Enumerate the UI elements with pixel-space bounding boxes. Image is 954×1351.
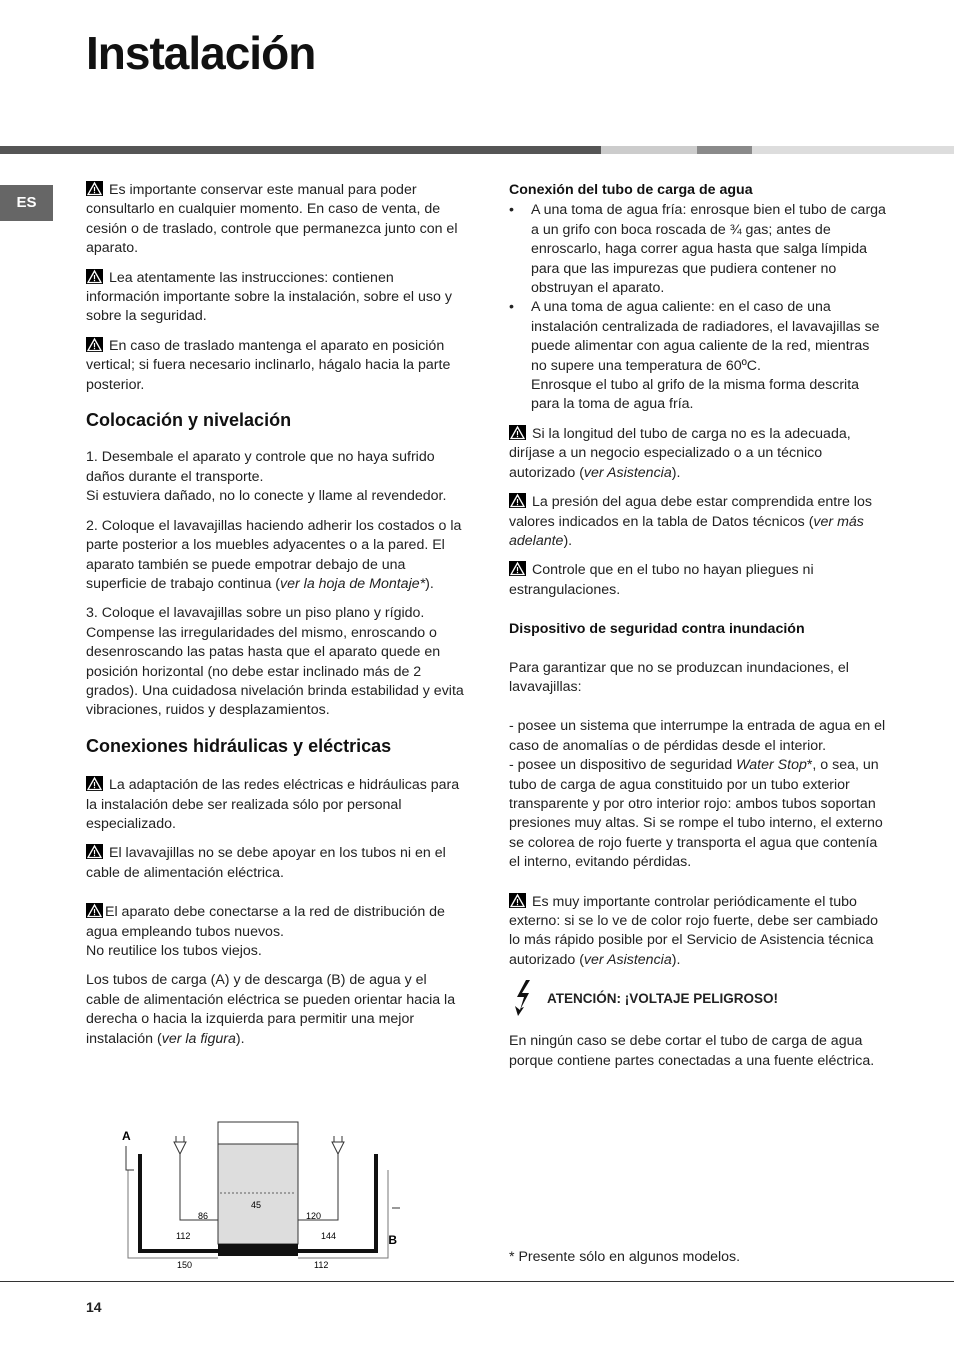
item-paragraph: - posee un dispositivo de seguridad Water Stop*, o sea, un tubo de carga de agua constituido por un tubo exterior transparente y por otro interior rojo: ambos tubos soportan presiones muy altas. Si se rompe el tubo interno, el externo se colorea de rojo fuerte y transporta el agua que contenía el interno, evitando pérdidas.	[509, 757, 883, 871]
warning-paragraph: En caso de traslado mantenga el aparato en posición vertical; si fuera necesario inclinarlo, hágalo hacia la parte posterior.	[86, 337, 451, 393]
tubes-paragraph: Los tubos de carga (A) y de descarga (B) de agua y el cable de alimentación eléctrica se pueden orientar hacia la derecha o hacia la izquierda para permitir una mejor instalación (ver la figura).	[86, 972, 456, 1047]
attention-heading: ATENCIÓN: ¡VOLTAJE PELIGROSO!	[509, 980, 889, 1016]
tap-right	[298, 1136, 344, 1220]
tap-left	[174, 1136, 218, 1220]
list-item: • A una toma de agua fría: enrosque bien el tubo de carga a un grifo con boca roscada de ¾ gas; antes de enroscarlo, haga correr agua hasta que salga límpida para que las impurezas que pudiera contener no obstruyan el aparato.	[509, 201, 889, 298]
section-heading-conexiones: Conexiones hidráulicas y eléctricas	[86, 735, 392, 756]
appliance-top	[218, 1122, 298, 1144]
footnote: * Presente sólo en algunos modelos.	[509, 1249, 741, 1265]
section-heading-colocacion: Colocación y nivelación	[86, 410, 292, 431]
warning-icon	[509, 561, 526, 576]
warning-paragraph: Es muy importante controlar periódicamente el tubo externo: si se lo ve de color rojo fuerte, debe ser cambiado lo más rápido posible por el Servicio de Asistencia técnica autorizado (ver Asistencia).	[509, 893, 879, 968]
left-column	[86, 181, 464, 1059]
appliance-body	[218, 1144, 298, 1244]
warning-paragraph: La adaptación de las redes eléctricas e hidráulicas para la instalación debe ser realizada sólo por personal especializado.	[86, 777, 460, 832]
right-column	[509, 181, 889, 1081]
lightning-icon	[513, 980, 535, 1016]
hose-right	[298, 1154, 376, 1251]
warning-icon	[509, 493, 526, 508]
step-1: 1. Desembale el aparato y controle que no haya sufrido daños durante el transporte. Si estuviera dañado, no lo conecte y llame al revendedor.	[86, 449, 447, 505]
attention-text: En ningún caso se debe cortar el tubo de carga de agua porque contiene partes conectadas a una fuente eléctrica.	[509, 1033, 875, 1069]
page-number: 14	[86, 1299, 102, 1315]
dim-144: 144	[321, 1231, 337, 1241]
warning-paragraph: La presión del agua debe estar comprendida entre los valores indicados en la tabla de Datos técnicos (ver más adelante).	[509, 494, 872, 549]
warning-icon	[86, 181, 103, 196]
arrow-a	[126, 1146, 134, 1170]
warning-icon	[509, 893, 526, 908]
warning-paragraph: Controle que en el tubo no hayan pliegues ni estrangulaciones.	[509, 562, 814, 598]
warning-paragraph: El lavavajillas no se debe apoyar en los tubos ni en el cable de alimentación eléctrica.	[86, 845, 446, 881]
warning-icon	[86, 337, 103, 352]
dim-112-left: 112	[176, 1231, 191, 1241]
label-a: A	[122, 1129, 131, 1143]
page-title: Instalación	[86, 27, 316, 79]
bullet-list	[509, 201, 889, 414]
dim-45: 45	[251, 1200, 262, 1210]
warning-icon	[86, 903, 103, 918]
header-bar-light	[601, 146, 697, 154]
item-paragraph: - posee un sistema que interrumpe la entrada de agua en el caso de anomalías o de pérdidas desde el interior.	[509, 718, 886, 754]
warning-icon	[86, 269, 103, 284]
label-b: B	[388, 1233, 397, 1247]
language-tab: ES	[0, 185, 53, 221]
warning-paragraph: Lea atentamente las instrucciones: contienen información importante sobre la instalación, sobre el uso y sobre la seguridad.	[86, 269, 452, 325]
arrow-b	[392, 1208, 400, 1230]
dim-86: 86	[198, 1211, 209, 1221]
warning-paragraph: Es importante conservar este manual para poder consultarlo en cualquier momento. En caso de venta, de cesión o de traslado, controle que permanezca junto con el aparato.	[86, 182, 458, 257]
step-2: 2. Coloque el lavavajillas haciendo adherir los costados o la parte posterior a los muebles adyacentes o a la pared. El aparato también se puede empotrar debajo de una superficie de trabajo continua (ver la hoja de Montaje*).	[86, 517, 462, 592]
installation-figure	[110, 1120, 400, 1280]
header-bar-light-end	[752, 146, 954, 154]
dim-112-bottom: 112	[314, 1260, 329, 1270]
header-bar-dark	[0, 146, 601, 154]
dim-120: 120	[306, 1211, 322, 1221]
warning-paragraph: Si la longitud del tubo de carga no es la adecuada, diríjase a un negocio especializado o a un técnico autorizado (ver Asistencia).	[509, 425, 851, 481]
warning-icon	[86, 844, 103, 859]
appliance-base	[218, 1244, 298, 1256]
dim-150: 150	[177, 1260, 193, 1270]
warning-icon	[86, 776, 103, 791]
section-heading-carga: Conexión del tubo de carga de agua	[509, 182, 753, 198]
step-3: 3. Coloque el lavavajillas sobre un piso plano y rígido. Compense las irregularidades del mismo, enroscando o desenroscando las patas hasta que el aparato quede en posición horizontal (no debe estar inclinado más de 2 grados). Una cuidadosa nivelación brinda estabilidad y evita vibraciones, ruidos y desplazamientos.	[86, 605, 464, 719]
intro-paragraph: Para garantizar que no se produzcan inundaciones, el lavavajillas:	[509, 659, 849, 695]
warning-paragraph: El aparato debe conectarse a la red de distribución de agua empleando tubos nuevos. No reutilice los tubos viejos.	[86, 904, 445, 959]
list-item: • A una toma de agua caliente: en el caso de una instalación centralizada de radiadores, el lavavajillas se puede alimentar con agua caliente de la red, mientras no supere una temperatura de 60ºC. Enrosque el tubo al grifo de la misma forma descrita para la toma de agua fría.	[509, 298, 889, 414]
header-bar-mid	[697, 146, 752, 154]
section-heading-dispositivo: Dispositivo de seguridad contra inundación	[509, 621, 805, 638]
warning-icon	[509, 425, 526, 440]
footer-rule	[0, 1281, 954, 1282]
